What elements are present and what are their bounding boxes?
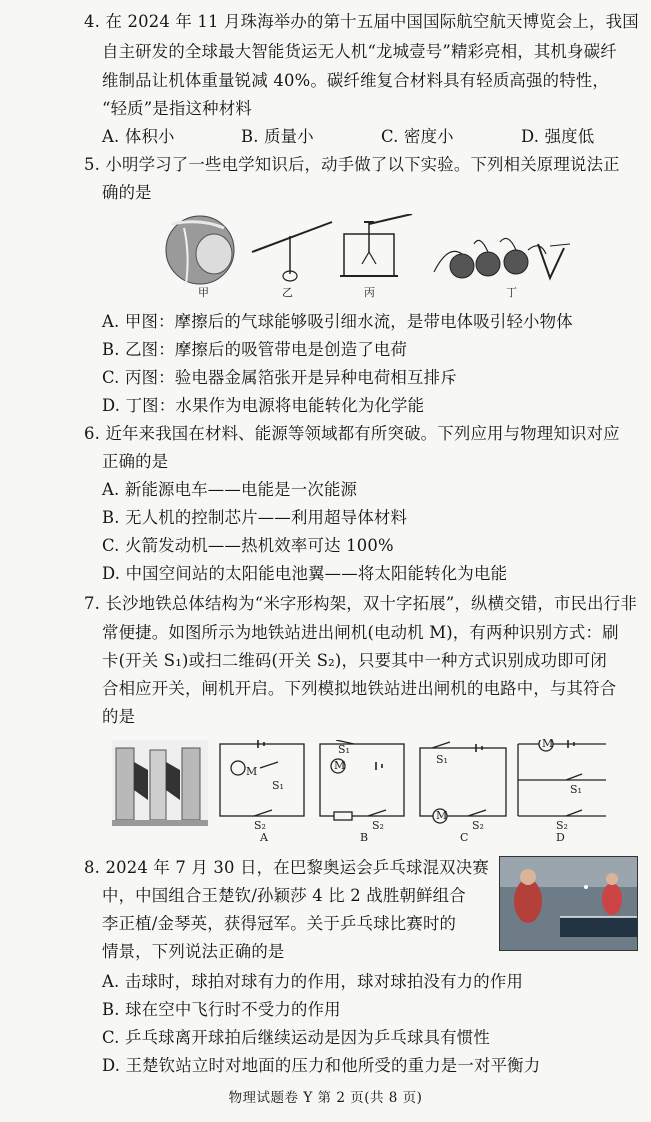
circuit-d-s1-label: S₁ [570,783,582,796]
q7-circuit-options [218,737,613,844]
q4-line-2: 自主研发的全球最大智能货运无人机“龙城壹号”精彩亮相，其机身碳纤 [102,42,617,61]
q8-option-a: A. 击球时，球拍对球有力的作用，球对球拍没有力的作用 [102,972,524,991]
circuit-b-option-label: B [360,831,369,844]
figure-label-ding: 丁 [506,286,517,299]
q6-option-b: B. 无人机的控制芯片——利用超导体材料 [102,508,408,527]
circuit-c-s2-label: S₂ [472,819,484,832]
electroscope-illustration [340,214,412,276]
q8-line-3: 李正植/金琴英，获得冠军。关于乒乓球比赛时的 [102,914,457,933]
figure-label-yi: 乙 [282,286,293,299]
circuit-b-s2-label: S₂ [372,819,384,832]
balloon-water-illustration [166,216,234,284]
q8-option-c: C. 乒乓球离开球拍后继续运动是因为乒乓球具有惯性 [102,1028,490,1047]
q5-option-b: B. 乙图：摩擦后的吸管带电是创造了电荷 [102,340,408,359]
q4-option-c: C. 密度小 [381,127,454,146]
q5-line-1: 5. 小明学习了一些电学知识后，动手做了以下实验。下列相关原理说法正 [84,155,620,174]
circuit-d-option-label: D [556,831,565,844]
q6-line-1: 6. 近年来我国在材料、能源等领域都有所突破。下列应用与物理知识对应 [84,424,620,443]
circuit-b-motor-label: M [334,759,346,772]
q4-line-3: 维制品让机体重量锐减 40%。碳纤维复合材料具有轻质高强的特性， [102,71,609,90]
q5-option-d: D. 丁图：水果作为电源将电能转化为化学能 [102,396,425,415]
q4-line-4: “轻质”是指这种材料 [102,99,252,118]
q8-line-4: 情景，下列说法正确的是 [102,942,285,961]
circuit-b-s1-label: S₁ [338,743,350,756]
q7-line-1: 7. 长沙地铁总体结构为“米字形构架，双十字拓展”，纵横交错，市民出行非 [84,594,637,613]
q6-option-c: C. 火箭发动机——热机效率可达 100% [102,536,394,555]
q4-option-d: D. 强度低 [521,127,595,146]
q4-option-a: A. 体积小 [102,127,175,146]
circuit-c-option-label: C [460,831,469,844]
subway-gate-image [112,740,208,826]
q5-figure-row [164,214,574,299]
q7-line-2: 常便捷。如图所示为地铁站进出闸机(电动机 M)，有两种识别方式：刷 [102,623,619,642]
circuit-d-s2-label: S₂ [556,819,568,832]
q4-line-1: 4. 在 2024 年 11 月珠海举办的第十五届中国国际航空航天博览会上，我国 [84,12,639,31]
q8-line-1: 8. 2024 年 7 月 30 日，在巴黎奥运会乒乓球混双决赛 [84,858,489,877]
table-tennis-photo [499,856,638,951]
circuit-c-motor-label: M [436,809,448,822]
circuit-a-s1-label: S₁ [272,779,284,792]
q4-option-b: B. 质量小 [241,127,314,146]
q8-option-d: D. 王楚钦站立时对地面的压力和他所受的重力是一对平衡力 [102,1056,541,1075]
q8-line-2: 中，中国组合王楚钦/孙颖莎 4 比 2 战胜朝鲜组合 [102,886,466,905]
q7-line-3: 卡(开关 S₁)或扫二维码(开关 S₂)，只要其中一种方式识别成功即可闭 [102,651,607,670]
q8-option-b: B. 球在空中飞行时不受力的作用 [102,1000,341,1019]
q6-line-2: 正确的是 [102,452,169,471]
q6-option-a: A. 新能源电车——电能是一次能源 [102,480,358,499]
circuit-a-motor-label: M [246,765,258,778]
circuit-a-s2-label: S₂ [254,819,266,832]
figure-label-bing: 丙 [364,286,375,299]
circuit-a-option-label: A [260,831,268,844]
q5-option-a: A. 甲图：摩擦后的气球能够吸引细水流，是带电体吸引轻小物体 [102,312,573,331]
fruit-battery-illustration [434,238,570,278]
figure-label-jia: 甲 [198,286,209,299]
q6-option-d: D. 中国空间站的太阳能电池翼——将太阳能转化为电能 [102,564,508,583]
circuit-c-s1-label: S₁ [436,753,448,766]
q5-experiments-figure [164,214,574,286]
circuit-d-motor-label: M [542,737,554,750]
q5-option-c: C. 丙图：验电器金属箔张开是异种电荷相互排斥 [102,368,457,387]
straw-pivot-illustration [252,222,332,281]
page-footer: 物理试题卷 Y 第 2 页(共 8 页) [228,1090,423,1106]
q7-line-4: 合相应开关，闸机开启。下列模拟地铁站进出闸机的电路中，与其符合 [102,679,617,698]
q7-line-5: 的是 [102,707,136,726]
q5-line-2: 确的是 [102,183,152,202]
